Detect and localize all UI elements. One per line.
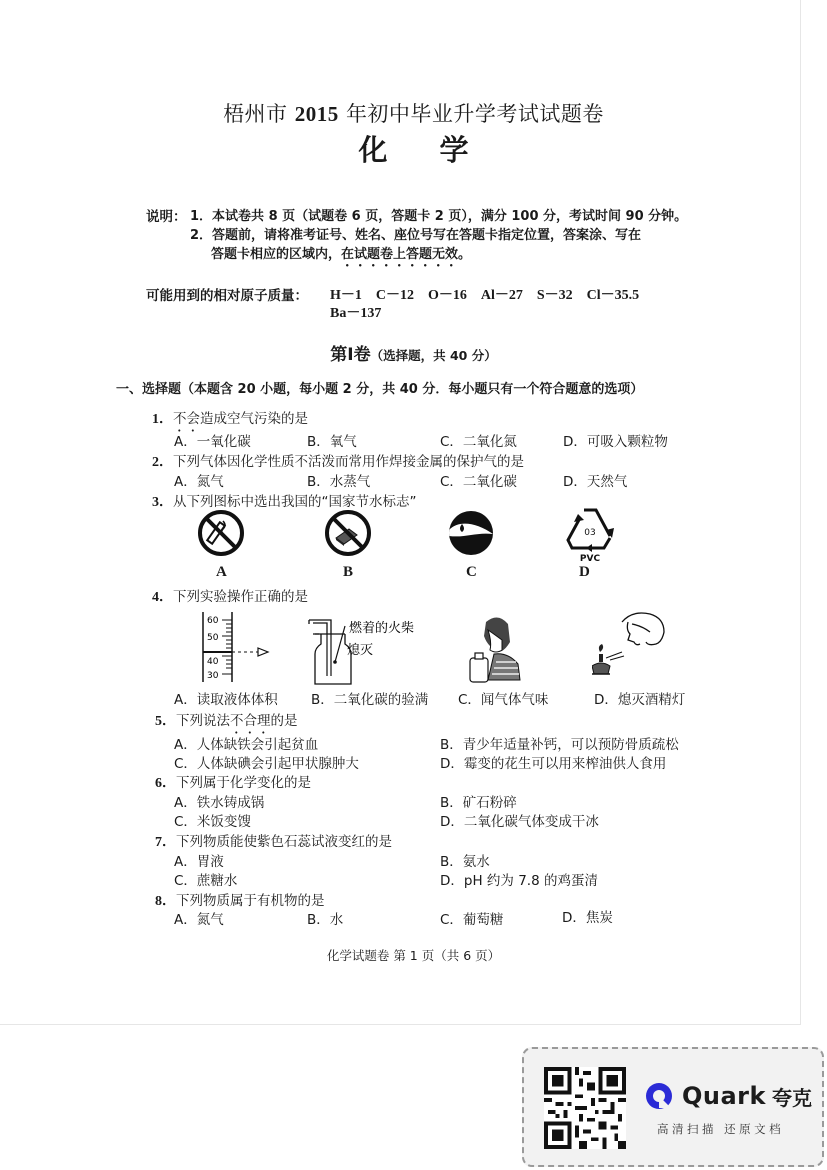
- graduated-cylinder-figure: [198, 612, 278, 684]
- option: D．焦炭: [562, 910, 613, 926]
- question-number: 2．: [152, 455, 173, 470]
- section-note: （选择题，共 40 分）: [370, 348, 497, 363]
- option: C．葡萄糖: [440, 912, 504, 928]
- atomic-mass-label: 可能用到的相对原子质量：: [146, 288, 308, 304]
- question-number: 6．: [155, 776, 176, 791]
- question-number: 4．: [152, 590, 173, 605]
- cylinder-tick: 50: [207, 633, 219, 643]
- question-3-stem: [152, 490, 417, 511]
- option: D．霉变的花生可以用来榨油供人食用: [440, 756, 667, 772]
- match-label: 燃着的火柴: [349, 621, 415, 636]
- cylinder-tick: 60: [207, 616, 219, 626]
- option: D．天然气: [563, 474, 628, 490]
- question-text: 下列气体因化学性质不活泼而常用作焊接金属的保护气的是: [173, 454, 524, 470]
- option: D．可吸入颗粒物: [563, 434, 668, 450]
- gas-bottle-figure: [305, 614, 425, 686]
- question-number: 8．: [155, 894, 176, 909]
- instruction-2-line2: [211, 243, 471, 270]
- figure-label: D: [579, 564, 590, 580]
- section-name: 第Ⅰ卷: [330, 345, 371, 365]
- atomic-mass-line1: H－1 C－12 O－16 Al－27 S－32 Cl－35.5: [330, 288, 640, 303]
- option: C．二氧化氮: [440, 434, 517, 450]
- question-4-stem: [152, 585, 308, 606]
- option: A．一氧化碳: [174, 434, 251, 450]
- question-number: 1．: [152, 412, 173, 427]
- title-city: 梧州市: [223, 102, 288, 126]
- quark-logo-icon: [644, 1081, 674, 1111]
- option: B．水蒸气: [307, 474, 371, 490]
- figure-label: B: [343, 564, 354, 580]
- quark-brand-cn: 夸克: [771, 1085, 812, 1110]
- option: B．矿石粉碎: [440, 795, 517, 811]
- question-text: 的是: [270, 713, 298, 729]
- water-saving-icon: [446, 508, 496, 558]
- question-text: 下列实验操作正确的是: [173, 589, 308, 605]
- question-number: 7．: [155, 835, 176, 850]
- question-emphasis: 不合理: [230, 713, 271, 729]
- cylinder-tick: 40: [207, 657, 219, 667]
- smelling-gas-figure: [468, 612, 528, 684]
- extinguish-label: 熄灭: [347, 643, 374, 658]
- quark-logo: [644, 1081, 812, 1111]
- figure-label: C: [466, 564, 477, 580]
- instruction-2-line1: 2．答题前，请将准考证号、姓名、座位号写在答题卡指定位置，答案涂、写在: [190, 228, 642, 243]
- quark-tagline: 高清扫描 还原文档: [657, 1122, 785, 1136]
- part-heading: 一、选择题（本题含 20 小题，每小题 2 分，共 40 分．每小题只有一个符合题意的选项）: [116, 382, 644, 397]
- question-number: 5．: [155, 714, 176, 729]
- question-8-stem: [155, 889, 325, 910]
- option: D．二氧化碳气体变成干冰: [440, 814, 599, 830]
- quark-brand: Quark: [682, 1082, 766, 1110]
- option: D．pH 约为 7.8 的鸡蛋清: [440, 873, 598, 889]
- no-smoking-icon: [196, 508, 246, 558]
- recycle-code: 03: [584, 528, 596, 538]
- option: A．人体缺铁会引起贫血: [174, 737, 319, 753]
- option: A．铁水铸成锅: [174, 795, 265, 811]
- option: B．氧气: [307, 434, 357, 450]
- question-text: 造成空气污染的是: [200, 411, 308, 427]
- option: B．青少年适量补钙，可以预防骨质疏松: [440, 737, 679, 753]
- question-text: 从下列图标中选出我国的“国家节水标志”: [173, 494, 417, 510]
- option: A．读取液体体积: [174, 692, 278, 708]
- question-text: 下列说法: [176, 713, 230, 729]
- recycle-material: PVC: [579, 554, 601, 564]
- option: A．氮气: [174, 912, 224, 928]
- instructions-label: 说明：: [146, 209, 187, 225]
- question-emphasis: 不会: [173, 411, 200, 427]
- question-text: 下列物质能使紫色石蕊试液变红的是: [176, 834, 392, 850]
- option: A．氮气: [174, 474, 224, 490]
- subject-char-2: 学: [439, 133, 469, 167]
- title-year: 2015: [294, 102, 339, 126]
- option: A．胃液: [174, 854, 224, 870]
- recycle-pvc-icon: [562, 504, 618, 564]
- instruction-2-emphasis: 在试题卷上答题无效: [341, 247, 459, 262]
- title-suffix: 年初中毕业升学考试试题卷: [345, 102, 604, 126]
- cylinder-tick: 30: [207, 671, 219, 681]
- instruction-1: 1．本试卷共 8 页（试题卷 6 页，答题卡 2 页），满分 100 分，考试时间 90 分钟。: [190, 209, 688, 224]
- no-fire-icon: [323, 508, 373, 558]
- question-number: 3．: [152, 495, 173, 510]
- option: C．人体缺碘会引起甲状腺肿大: [174, 756, 359, 772]
- option: B．二氧化碳的验满: [311, 692, 429, 708]
- option: C．二氧化碳: [440, 474, 517, 490]
- blowing-lamp-figure: [592, 608, 674, 682]
- option: C．米饭变馊: [174, 814, 251, 830]
- exam-title: [0, 98, 827, 128]
- option: C．蔗糖水: [174, 873, 238, 889]
- figure-label: A: [216, 564, 227, 580]
- instruction-2-end: 。: [458, 247, 472, 262]
- page-footer: 化学试题卷 第 1 页（共 6 页）: [326, 948, 501, 963]
- option: B．氨水: [440, 854, 490, 870]
- question-6-stem: [155, 771, 311, 792]
- subject-char-1: 化: [358, 133, 388, 167]
- question-7-stem: [155, 830, 392, 851]
- option: B．水: [307, 912, 344, 928]
- section-title: [0, 340, 827, 365]
- option: C．闻气体气味: [458, 692, 549, 708]
- quark-watermark: [522, 1047, 824, 1167]
- atomic-mass-line2: Ba－137: [330, 306, 382, 321]
- question-text: 下列物质属于有机物的是: [176, 893, 325, 909]
- qr-code-icon: [544, 1067, 626, 1149]
- subject-title: [0, 128, 827, 169]
- question-text: 下列属于化学变化的是: [176, 775, 311, 791]
- option: D．熄灭酒精灯: [594, 692, 686, 708]
- instruction-2-text: 答题卡相应的区域内，: [211, 247, 342, 262]
- question-2-stem: [152, 450, 524, 471]
